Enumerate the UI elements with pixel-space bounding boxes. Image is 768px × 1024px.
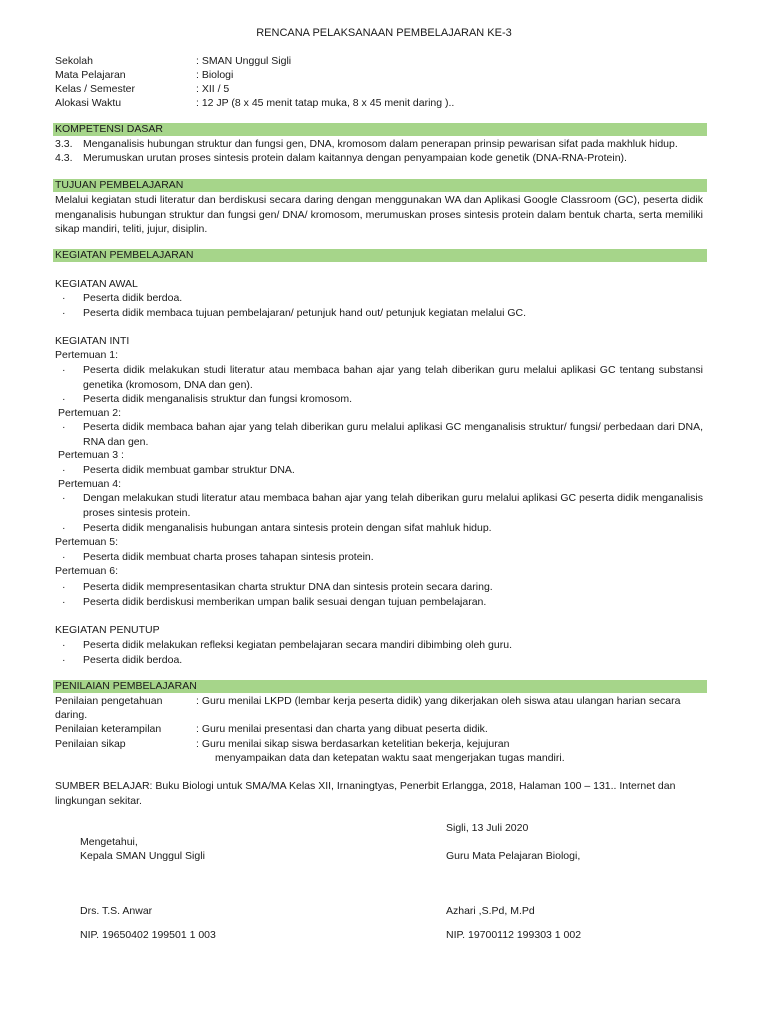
bullet-icon: · — [62, 364, 66, 376]
pertemuan-label: Pertemuan 5: — [55, 536, 119, 548]
list-item: Peserta didik berdoa. — [83, 292, 183, 304]
pertemuan-label: Pertemuan 2: — [58, 407, 122, 419]
kegiatan-awal-title: KEGIATAN AWAL — [55, 278, 138, 290]
penilaian-keterampilan-label: Penilaian keterampilan — [55, 723, 162, 735]
bullet-icon: · — [62, 421, 66, 433]
guru-nip: NIP. 19700112 199303 1 002 — [446, 929, 582, 941]
bullet-icon: · — [62, 581, 66, 593]
kepala-name: Drs. T.S. Anwar — [80, 905, 153, 917]
list-item: Peserta didik membuat charta proses tahapan sintesis protein. — [83, 551, 374, 563]
info-value-mapel: : Biologi — [196, 69, 234, 81]
pertemuan-label: Pertemuan 1: — [55, 349, 119, 361]
kd-number: 3.3. — [55, 138, 73, 150]
penilaian-pengetahuan-cont: daring. — [55, 709, 88, 721]
info-label-sekolah: Sekolah — [55, 55, 93, 67]
guru-title: Guru Mata Pelajaran Biologi, — [446, 850, 581, 862]
info-value-sekolah: : SMAN Unggul Sigli — [196, 55, 292, 67]
mengetahui-label: Mengetahui, — [80, 836, 138, 848]
list-item: Peserta didik mempresentasikan charta struktur DNA dan sintesis protein secara daring. — [83, 581, 493, 593]
penilaian-keterampilan-text: : Guru menilai presentasi dan charta yang dibuat peserta didik. — [196, 723, 488, 735]
pertemuan-label: Pertemuan 6: — [55, 565, 119, 577]
kegiatan-inti-title: KEGIATAN INTI — [55, 335, 130, 347]
list-item: Peserta didik melakukan refleksi kegiatan pembelajaran secara mandiri dibimbing oleh guru. — [83, 639, 512, 651]
bullet-icon: · — [62, 522, 66, 534]
penilaian-sikap-label: Penilaian sikap — [55, 738, 126, 750]
info-value-waktu: : 12 JP (8 x 45 menit tatap muka, 8 x 45 menit daring ).. — [196, 97, 455, 109]
kepala-title: Kepala SMAN Unggul Sigli — [80, 850, 205, 862]
list-item: Peserta didik berdoa. — [83, 654, 183, 666]
kd-text: Merumuskan urutan proses sintesis protein dalam kaitannya dengan penyampaian kode genetik (DNA-RNA-Protein). — [83, 152, 627, 164]
bullet-icon: · — [62, 654, 66, 666]
section-header-kompetensi: KOMPETENSI DASAR — [53, 123, 707, 136]
bullet-icon: · — [62, 596, 66, 608]
tujuan-paragraph: Melalui kegiatan studi literatur dan berdiskusi secara daring dengan menggunakan WA dan Aplikasi Google Classroom (GC), peserta didik menganalisis hubungan struktur dan fungsi gen/ DNA/ kromosom, merumuskan proses sintesis protein dalam bentuk charta, serta memiliki sikap mandiri, teliti, jujur, disiplin. — [55, 194, 703, 235]
list-item: Peserta didik menganalisis struktur dan fungsi kromosom. — [83, 393, 353, 405]
bullet-icon: · — [62, 307, 66, 319]
kd-number: 4.3. — [55, 152, 73, 164]
list-item: Peserta didik membaca tujuan pembelajaran/ petunjuk hand out/ petunjuk kegiatan melalui GC. — [83, 307, 527, 319]
info-label-waktu: Alokasi Waktu — [55, 97, 122, 109]
guru-name: Azhari ,S.Pd, M.Pd — [446, 905, 535, 917]
list-item: Peserta didik membuat gambar struktur DNA. — [83, 464, 295, 476]
penilaian-sikap-cont: menyampaikan data dan ketepatan waktu saat mengerjakan tugas mandiri. — [215, 752, 565, 764]
penilaian-pengetahuan-text: : Guru menilai LKPD (lembar kerja peserta didik) yang dikerjakan oleh siswa atau ulangan harian secara — [196, 695, 681, 707]
list-item: Peserta didik berdiskusi memberikan umpan balik sesuai dengan tujuan pembelajaran. — [83, 596, 487, 608]
section-header-tujuan: TUJUAN PEMBELAJARAN — [53, 179, 707, 192]
section-header-penilaian: PENILAIAN PEMBELAJARAN — [53, 680, 707, 693]
pertemuan-label: Pertemuan 3 : — [58, 449, 124, 461]
sumber-belajar: SUMBER BELAJAR: Buku Biologi untuk SMA/MA Kelas XII, Irnaningtyas, Penerbit Erlangga, 2018, Halaman 100 – 131.. Internet dan lingkungan sekitar. — [55, 780, 676, 807]
list-item: Dengan melakukan studi literatur atau membaca bahan ajar yang telah diberikan guru melalui aplikasi GC peserta didik menganalisis proses sintesis protein. — [83, 492, 703, 519]
place-date: Sigli, 13 Juli 2020 — [446, 822, 529, 834]
bullet-icon: · — [62, 492, 66, 504]
list-item: Peserta didik melakukan studi literatur atau membaca bahan ajar yang telah diberikan guru melalui aplikasi GC tentang substansi genetika (kromosom, DNA dan gen). — [83, 364, 703, 391]
kegiatan-penutup-title: KEGIATAN PENUTUP — [55, 624, 160, 636]
list-item: Peserta didik membaca bahan ajar yang telah diberikan guru melalui aplikasi GC menganalisis struktur/ fungsi/ perbedaan dari DNA, RNA dan gen. — [83, 421, 703, 448]
kd-text: Menganalisis hubungan struktur dan fungsi gen, DNA, kromosom dalam penerapan prinsip pewarisan sifat pada makhluk hidup. — [83, 138, 678, 150]
info-value-kelas: : XII / 5 — [196, 83, 230, 95]
list-item: Peserta didik menganalisis hubungan antara sintesis protein dengan sifat mahluk hidup. — [83, 522, 492, 534]
penilaian-sikap-text: : Guru menilai sikap siswa berdasarkan ketelitian bekerja, kejujuran — [196, 738, 510, 750]
pertemuan-label: Pertemuan 4: — [58, 478, 122, 490]
info-label-kelas: Kelas / Semester — [55, 83, 135, 95]
bullet-icon: · — [62, 464, 66, 476]
bullet-icon: · — [62, 393, 66, 405]
kepala-nip: NIP. 19650402 199501 1 003 — [80, 929, 216, 941]
info-label-mapel: Mata Pelajaran — [55, 69, 126, 81]
document-title: RENCANA PELAKSANAAN PEMBELAJARAN KE-3 — [256, 27, 512, 39]
section-header-kegiatan: KEGIATAN PEMBELAJARAN — [53, 249, 707, 262]
bullet-icon: · — [62, 551, 66, 563]
bullet-icon: · — [62, 292, 66, 304]
bullet-icon: · — [62, 639, 66, 651]
penilaian-pengetahuan-label: Penilaian pengetahuan — [55, 695, 163, 707]
